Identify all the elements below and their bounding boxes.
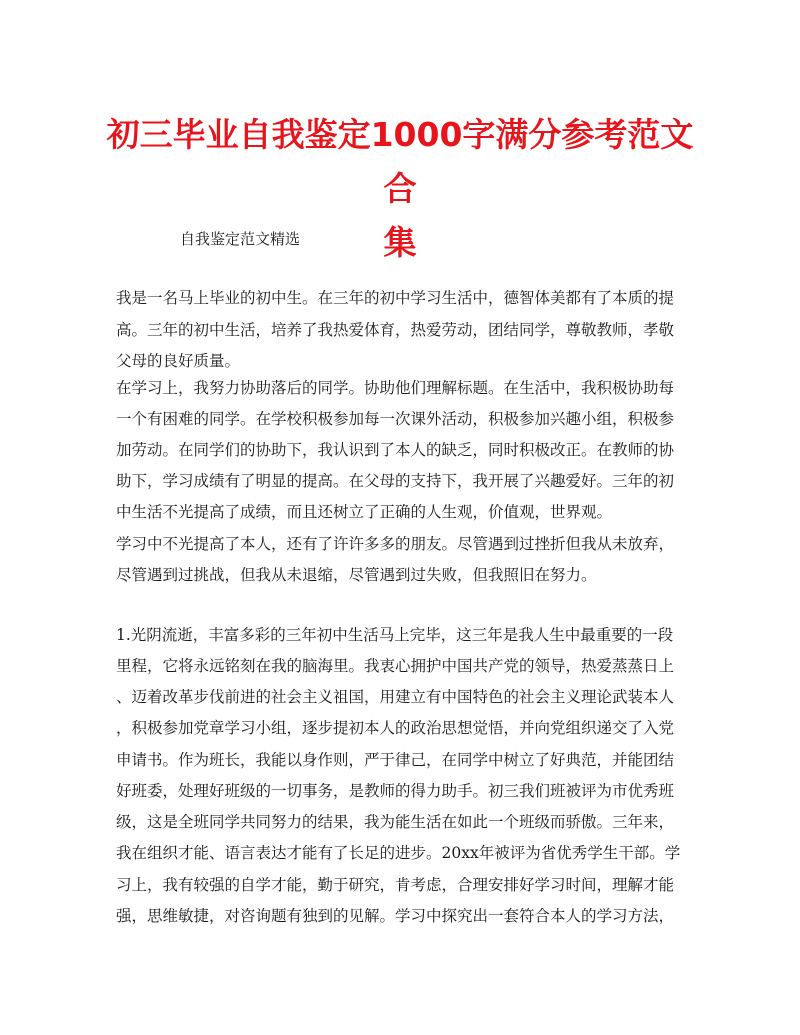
body-line: 、迈着改革步伐前进的社会主义祖国，用建立有中国特色的社会主义理论武装本人 [116, 688, 675, 706]
title-line-2: 集 [383, 223, 417, 262]
body-line: 好班委，处理好班级的一切事务，是教师的得力助手。初三我们班被评为市优秀班 [116, 782, 675, 800]
body-line: 中生活不光提高了成绩，而且还树立了正确的人生观，价值观，世界观。 [116, 503, 613, 521]
body-line: 申请书。作为班长，我能以身作则，严于律己，在同学中树立了好典范，并能团结 [116, 751, 675, 769]
body-line: 我是一名马上毕业的初中生。在三年的初中学习生活中，德智体美都有了本质的提 [116, 289, 675, 307]
body-line: 父母的良好质量。 [116, 352, 241, 370]
body-line: 学习中不光提高了本人，还有了许许多多的朋友。尽管遇到过挫折但我从未放弃， [116, 535, 675, 553]
body-line: 加劳动。在同学们的协助下，我认识到了本人的缺乏，同时积极改正。在教师的协 [116, 441, 675, 459]
body-line: 强，思维敏捷，对咨询题有独到的见解。学习中探究出一套符合本人的学习方法， [116, 907, 675, 925]
body-line: 助下，学习成绩有了明显的提高。在父母的支持下，我开展了兴趣爱好。三年的初 [116, 472, 675, 490]
body-line: 里程，它将永远铭刻在我的脑海里。我衷心拥护中国共产党的领导，热爱蒸蒸日上 [116, 657, 675, 675]
body-line: 1.光阴流逝，丰富多彩的三年初中生活马上完毕，这三年是我人生中最重要的一段 [116, 626, 674, 644]
title-line-1: 初三毕业自我鉴定1000字满分参考范文合 [106, 115, 694, 208]
body-line: ，积极参加党章学习小组，逐步提初本人的政治思想觉悟，并向党组织递交了入党 [116, 719, 675, 737]
body-line: 一个有困难的同学。在学校积极参加每一次课外活动，积极参加兴趣小组，积极参 [116, 410, 675, 428]
document-subtitle: 自我鉴定范文精选 [180, 230, 301, 248]
body-line: 在学习上，我努力协助落后的同学。协助他们理解标题。在生活中，我积极协助每 [116, 379, 675, 397]
body-line: 习上，我有较强的自学才能，勤于研究，肯考虑，合理安排好学习时间，理解才能 [116, 876, 675, 894]
body-line: 尽管遇到过挑战，但我从未退缩，尽管遇到过失败，但我照旧在努力。 [116, 566, 597, 584]
body-line: 我在组织才能、语言表达才能有了长足的进步。20xx年被评为省优秀学生干部。学 [116, 844, 681, 862]
body-line: 高。三年的初中生活，培养了我热爱体育，热爱劳动，团结同学，尊敬教师，孝敬 [116, 321, 675, 339]
body-line: 级，这是全班同学共同努力的结果，我为能生活在如此一个班级而骄傲。三年来， [116, 813, 675, 831]
